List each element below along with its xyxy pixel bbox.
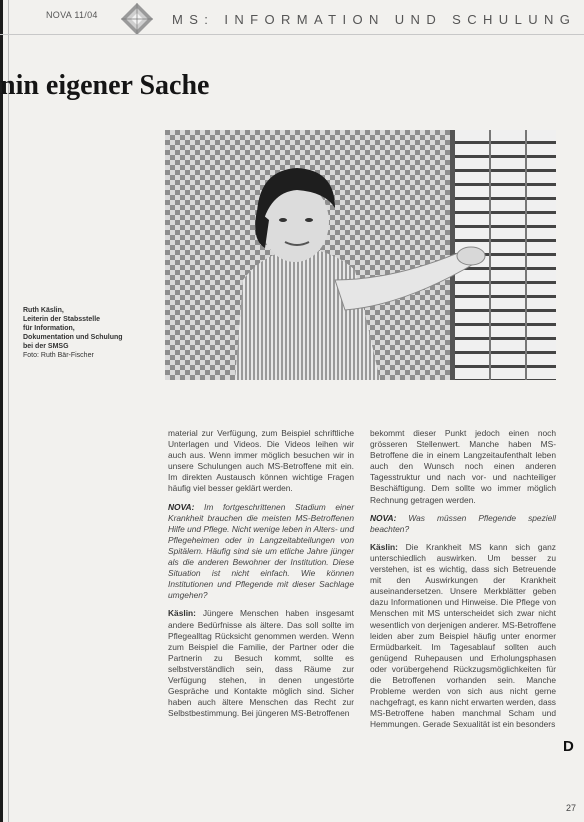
caption-role-line: Leiterin der Stabsstelle	[23, 316, 101, 323]
photo-caption	[23, 306, 148, 360]
header-rule	[0, 34, 584, 35]
page-number: 27	[566, 803, 577, 813]
diamond-logo-icon	[120, 2, 154, 36]
caption-name: Ruth Käslin,	[23, 307, 64, 314]
interview-answer	[370, 542, 556, 731]
text-column-1	[168, 428, 354, 726]
article-headline: nin eigener Sache	[0, 70, 210, 101]
question-label: NOVA:	[370, 512, 397, 523]
interview-question	[370, 513, 556, 535]
text-column-2	[370, 428, 556, 737]
interview-question	[168, 502, 354, 602]
interview-answer	[168, 608, 354, 719]
paragraph: bekommt dieser Punkt jedoch einen noch grösseren Stellenwert. Manche haben MS-Betroffene die in einem Langzeitaufenthalt leben auch den Wunsch noch einen anderen Tagesstruktur und nach vor- und nachteiliger Beschäftigung. Dem sollte wo immer möglich Rechnung getragen werden.	[370, 428, 556, 505]
question-label: NOVA:	[168, 501, 195, 512]
section-letter: D	[563, 738, 574, 755]
question-text: Im fortgeschrittenen Stadium einer Krankheit brauchen die meisten MS-Betroffenen Hilfe und Pflege. Nicht wenige leben in Alters- und Pflegeheimen oder in Langzeitabteilungen von Spitälern. Häufig sind sie um etliche Jahre jünger als die anderen Bewohner der Institution. Diese Situation ist nicht einfach. Wie können Institutionen und Pflegende mit dieser Sachlage umgehen?	[168, 501, 355, 601]
page-header	[0, 0, 584, 48]
caption-role-line: Dokumentation und Schulung	[23, 334, 123, 341]
running-title: MS: INFORMATION UND SCHULUNG	[172, 12, 577, 27]
caption-role-line: bei der SMSG	[23, 343, 69, 350]
caption-credit: Foto: Ruth Bär-Fischer	[23, 352, 94, 359]
issue-label: NOVA 11/04	[46, 10, 98, 20]
answer-text: Die Krankheit MS kann sich ganz unterschiedlich auswirken. Um besser zu verstehen, ist es wichtig, dass sich Betreuende mit den Auswirkungen der Krankheit auseinandersetzen. Unsere Merkblätter geben dazu Informationen und Hinweise. Die Pflege von Menschen mit MS unterscheidet sich zwar nicht wesentlich von derjenigen anderer. MS-Betroffene leiden aber zum Beispiel häufig unter enormer Ermüdbarkeit. Im Tagesablauf sollten auch genügend Ruhepausen und Erholungsphasen oder vorübergehend Rückzugsmöglichkeiten für die Betroffenen vorhanden sein. Manche Probleme werden von sich aus nicht gerne nachgefragt, es kann nicht erwarten werden, dass MS-Betroffene haben manchmal Scham und Hemmungen. Gerade Sexualität ist ein besonders	[370, 541, 556, 730]
paragraph: material zur Verfügung, zum Beispiel schriftliche Unterlagen und Videos. Die Videos leihen wir auch aus. Wenn immer möglich besuchen wir in unsere Schulungen auch MS-Betroffene mit ein. Im direkten Austausch können wichtige Fragen häufig viel besser geklärt werden.	[168, 428, 354, 494]
answer-label: Käslin:	[370, 541, 398, 552]
answer-label: Käslin:	[168, 608, 196, 619]
caption-role-line: für Information,	[23, 325, 75, 332]
question-text: Was müssen Pflegende speziell beachten?	[370, 512, 556, 534]
portrait-photo	[165, 130, 556, 380]
answer-text: Jüngere Menschen haben insgesamt andere Bedürfnisse als ältere. Das soll sollte im Pflegealltag Rücksicht genommen werden. Wenn zum Beispiel die Familie, der Partner oder die Partnerin zu Besuch kommt, sollte es selbstverständlich sein, dass Räume zur Verfügung stehen, in denen ungestörte Gespräche und Kontakte möglich sind. Sicher haben auch ältere Menschen das Recht zur Selbstbestimmung. Bei jüngeren MS-Betroffenen	[168, 608, 354, 719]
page-edge-line	[8, 0, 9, 822]
page-edge-shadow	[0, 0, 3, 822]
